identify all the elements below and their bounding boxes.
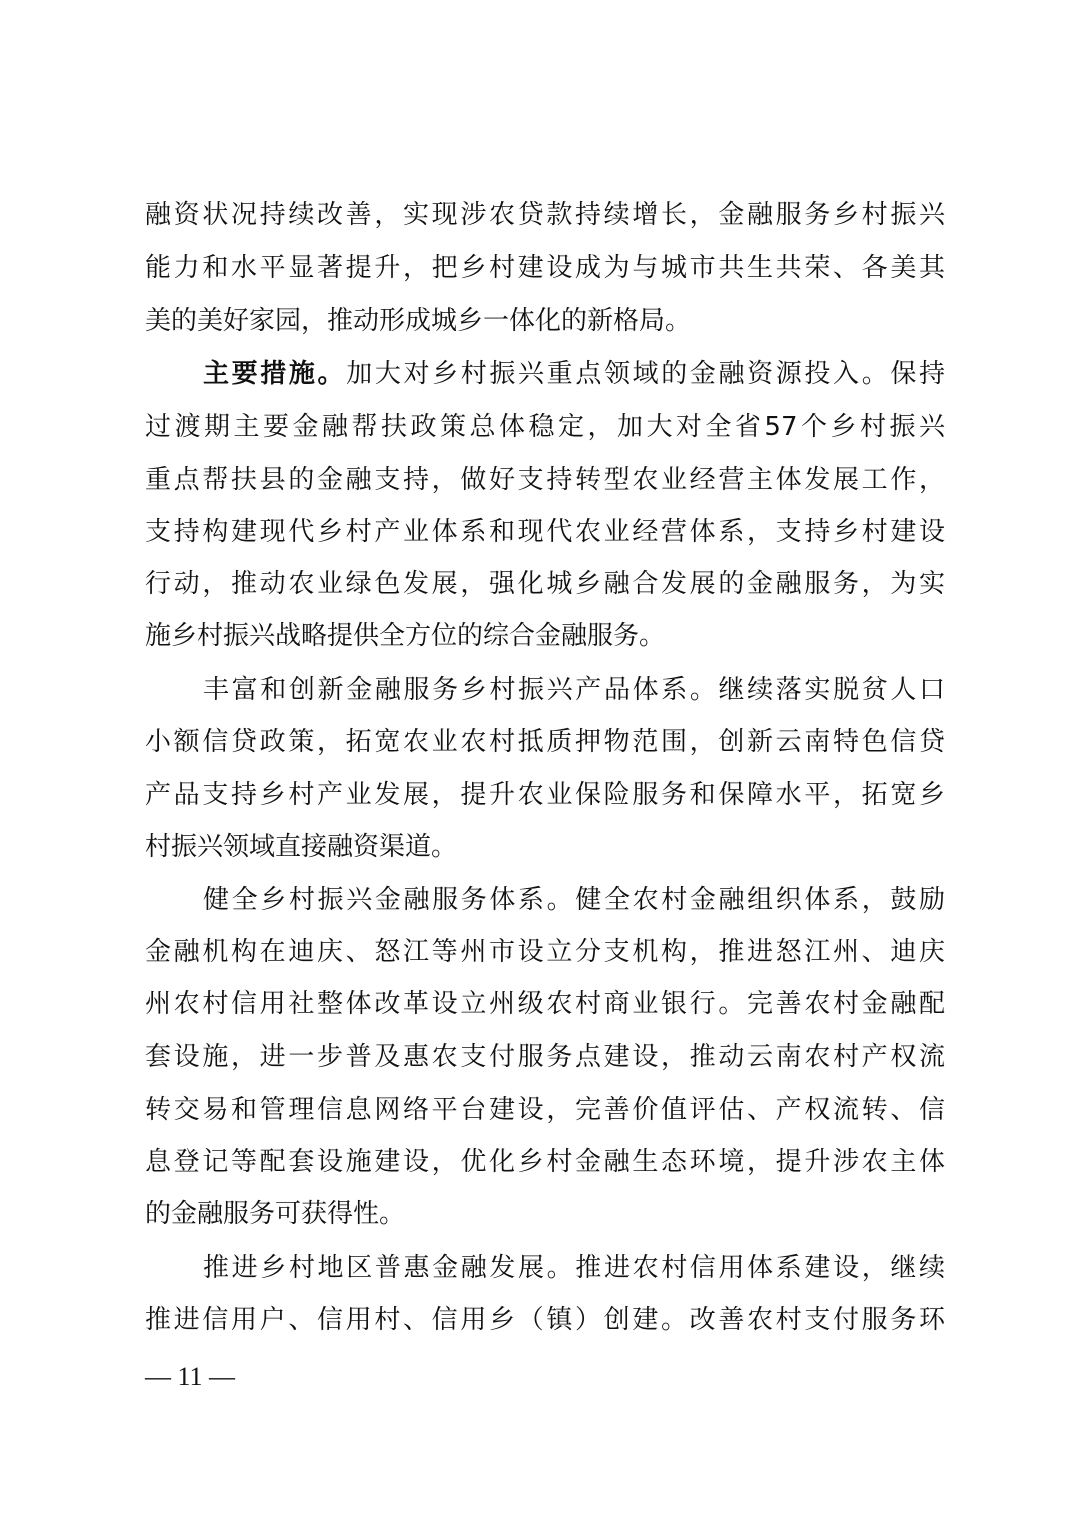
text-line: 行动，推动农业绿色发展，强化城乡融合发展的金融服务，为实 (145, 569, 945, 599)
page-number: — 11 — (145, 1362, 236, 1391)
text-line: 健全乡村振兴金融服务体系。健全农村金融组织体系，鼓励 (203, 885, 945, 915)
text-line: 州农村信用社整体改革设立州级农村商业银行。完善农村金融配 (145, 989, 945, 1019)
text-line: 加大对乡村振兴重点领域的金融资源投入。保持 (346, 359, 945, 389)
text-line: 推进信用户、信用村、信用乡（镇）创建。改善农村支付服务环 (145, 1305, 945, 1335)
text-line: 套设施，进一步普及惠农支付服务点建设，推动云南农村产权流 (145, 1042, 945, 1072)
bold-heading: 主要措施。 (203, 359, 347, 389)
text-line: 息登记等配套设施建设，优化乡村金融生态环境，提升涉农主体 (145, 1147, 945, 1177)
text-line: 村振兴领域直接融资渠道。 (145, 832, 458, 862)
text-line: 产品支持乡村产业发展，提升农业保险服务和保障水平，拓宽乡 (145, 780, 945, 810)
text-line: 丰富和创新金融服务乡村振兴产品体系。继续落实脱贫人口 (203, 675, 945, 705)
paragraph-line (203, 357, 945, 391)
text-line: 金融机构在迪庆、怒江等州市设立分支机构，推进怒江州、迪庆 (145, 937, 945, 967)
text-line: 能力和水平显著提升，把乡村建设成为与城市共生共荣、各美其 (145, 253, 945, 283)
text-line: 转交易和管理信息网络平台建设，完善价值评估、产权流转、信 (145, 1095, 945, 1125)
text-line: 美的美好家园，推动形成城乡一体化的新格局。 (145, 306, 692, 336)
text-line: 重点帮扶县的金融支持，做好支持转型农业经营主体发展工作， (145, 465, 945, 495)
text-line: 小额信贷政策，拓宽农业农村抵质押物范围，创新云南特色信贷 (145, 727, 945, 757)
text-line: 过渡期主要金融帮扶政策总体稳定，加大对全省57个乡村振兴 (145, 412, 945, 442)
text-line: 的金融服务可获得性。 (145, 1199, 406, 1229)
text-line: 推进乡村地区普惠金融发展。推进农村信用体系建设，继续 (203, 1253, 945, 1283)
text-line: 支持构建现代乡村产业体系和现代农业经营体系，支持乡村建设 (145, 517, 945, 547)
text-line: 施乡村振兴战略提供全方位的综合金融服务。 (145, 621, 666, 651)
text-line: 融资状况持续改善，实现涉农贷款持续增长，金融服务乡村振兴 (145, 200, 945, 230)
